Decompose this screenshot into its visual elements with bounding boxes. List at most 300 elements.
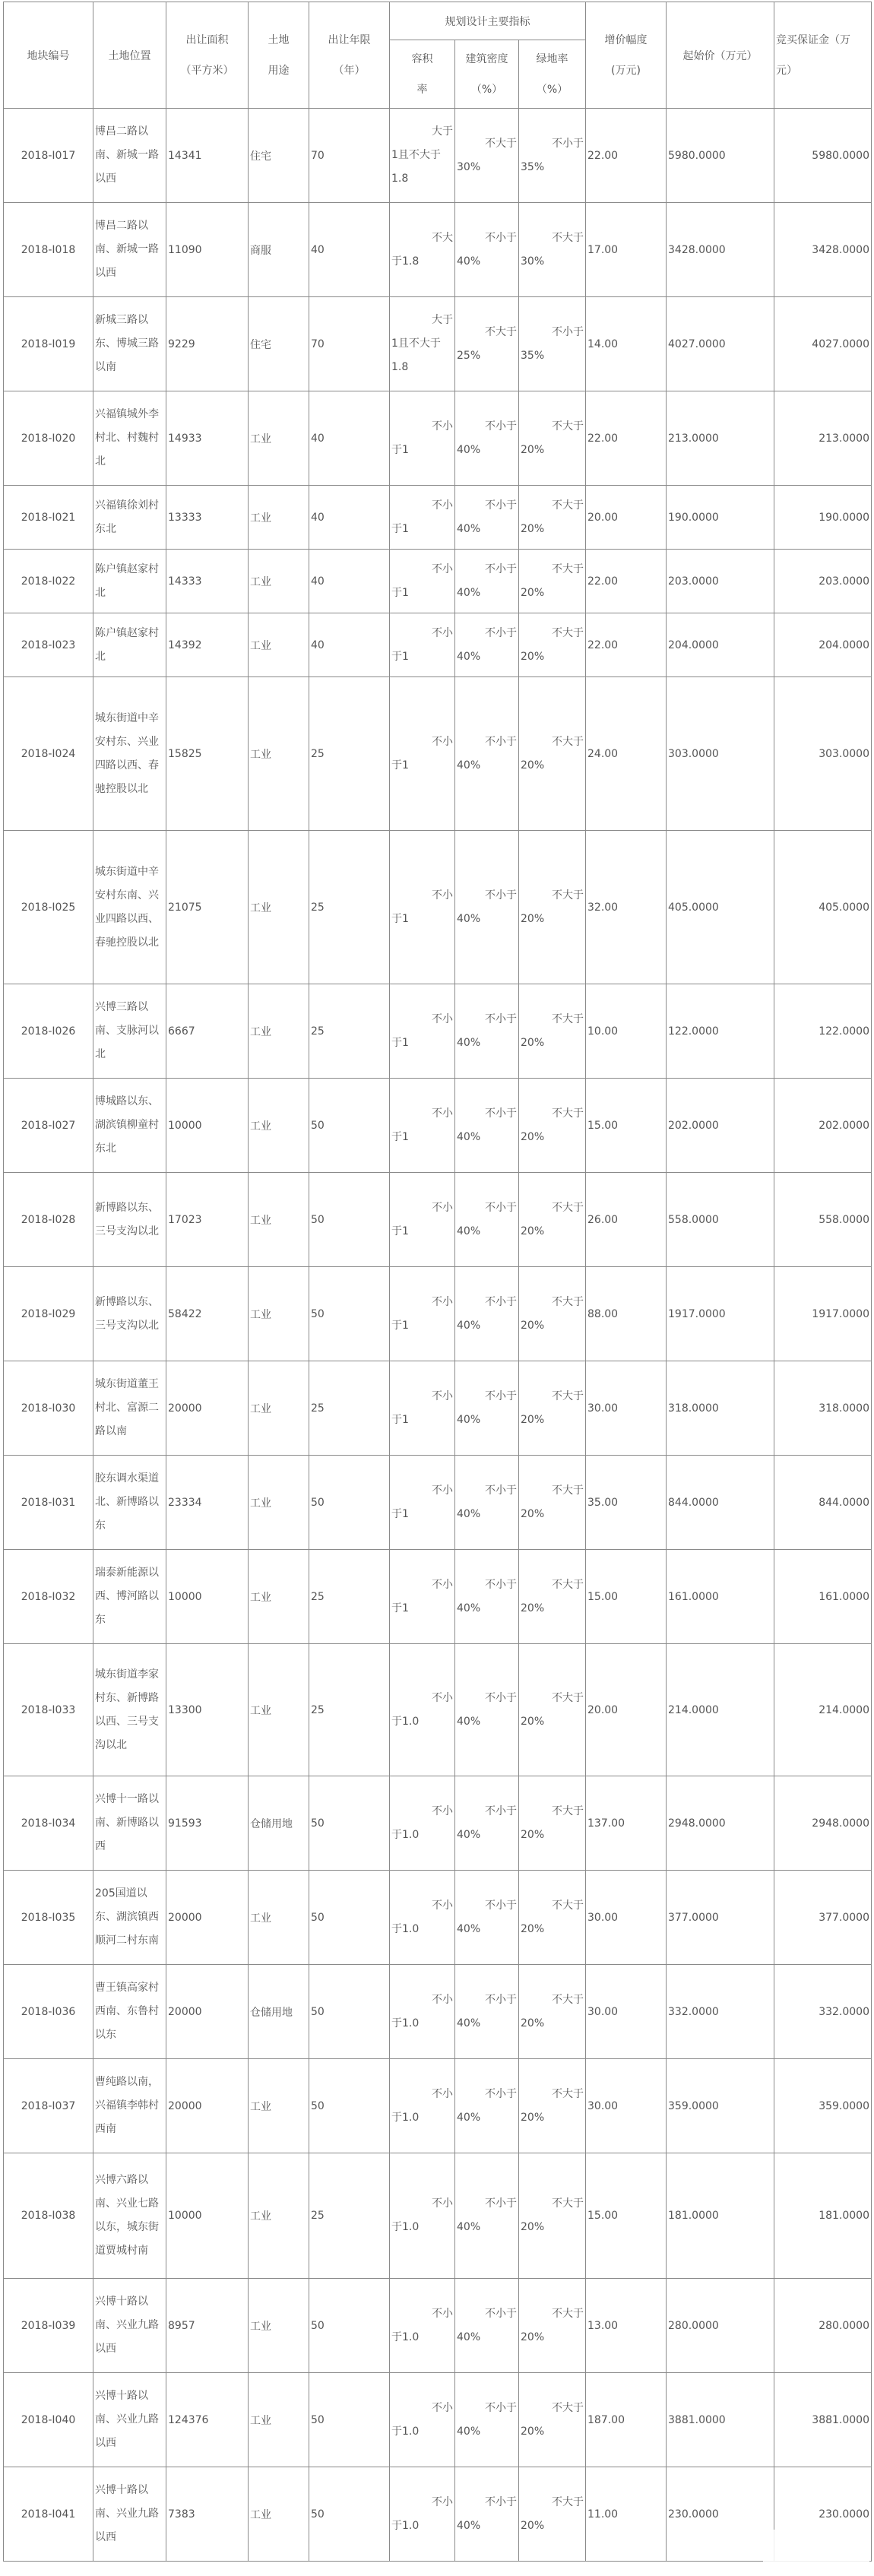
density-text-b: 40% bbox=[457, 522, 481, 535]
cell-location bbox=[93, 2279, 166, 2373]
far-text-a: 不小 bbox=[432, 2307, 453, 2320]
cell-start-price: 204.0000 bbox=[667, 613, 774, 677]
cell-green bbox=[519, 1965, 586, 2059]
far-text-b: 1且不大于1.8 bbox=[391, 337, 441, 373]
header-start-price: 起始价（万元） bbox=[667, 2, 774, 109]
cell-density bbox=[455, 613, 519, 677]
location-text: 胶东调水渠道北、新博路以东 bbox=[95, 1472, 159, 1532]
cell-density bbox=[455, 1871, 519, 1965]
cell-density bbox=[455, 984, 519, 1079]
location-text: 瑞泰新能源以西、博河路以东 bbox=[95, 1567, 159, 1626]
cell-density bbox=[455, 1361, 519, 1456]
far-text-b: 于1.0 bbox=[391, 1828, 420, 1841]
location-text: 兴博十路以南、兴业九路以西 bbox=[95, 2484, 159, 2543]
cell-years: 25 bbox=[309, 1361, 390, 1456]
far-text-b: 于1 bbox=[391, 1319, 409, 1332]
green-text-a: 不小于 bbox=[552, 137, 584, 150]
far-text-b: 于1.0 bbox=[391, 2330, 420, 2343]
location-text: 兴福镇城外李村北、村魏村北 bbox=[95, 408, 159, 467]
cell-area: 9229 bbox=[166, 297, 249, 391]
cell-density bbox=[455, 831, 519, 984]
header-location: 土地位置 bbox=[93, 2, 166, 109]
cell-green bbox=[519, 391, 586, 486]
cell-code: 2018-I018 bbox=[4, 203, 93, 297]
cell-density bbox=[455, 2467, 519, 2562]
green-text-b: 35% bbox=[521, 160, 545, 173]
green-text-a: 不大于 bbox=[552, 1899, 584, 1912]
cell-code: 2018-I019 bbox=[4, 297, 93, 391]
green-text-b: 20% bbox=[521, 1602, 545, 1614]
green-text-b: 20% bbox=[521, 522, 545, 535]
green-text-b: 20% bbox=[521, 1036, 545, 1049]
density-text-a: 不小于 bbox=[485, 1295, 517, 1308]
cell-far bbox=[390, 613, 455, 677]
cell-green bbox=[519, 831, 586, 984]
cell-green bbox=[519, 2153, 586, 2279]
green-text-a: 不大于 bbox=[552, 1993, 584, 2006]
header-deposit-line1: 竞买保证金（万 bbox=[776, 33, 850, 46]
cell-green bbox=[519, 1644, 586, 1776]
green-text-b: 20% bbox=[521, 2425, 545, 2438]
cell-area: 21075 bbox=[166, 831, 249, 984]
cell-code: 2018-I027 bbox=[4, 1079, 93, 1173]
green-text-a: 不大于 bbox=[552, 1012, 584, 1025]
cell-use: 住宅 bbox=[249, 109, 309, 203]
cell-years: 50 bbox=[309, 1965, 390, 2059]
density-text-b: 40% bbox=[457, 1715, 481, 1728]
green-text-a: 不大于 bbox=[552, 1107, 584, 1120]
cell-density bbox=[455, 1550, 519, 1644]
far-text-a: 不小 bbox=[432, 1295, 453, 1308]
far-text-a: 不小 bbox=[432, 1201, 453, 1214]
cell-start-price: 230.0000 bbox=[667, 2467, 774, 2562]
cell-density bbox=[455, 677, 519, 831]
cell-use: 工业 bbox=[249, 2059, 309, 2153]
cell-deposit: 161.0000 bbox=[774, 1550, 872, 1644]
cell-use: 工业 bbox=[249, 486, 309, 550]
green-text-a: 不大于 bbox=[552, 2307, 584, 2320]
table-body bbox=[4, 109, 872, 2562]
cell-area: 17023 bbox=[166, 1173, 249, 1267]
density-text-b: 40% bbox=[457, 759, 481, 772]
table-row bbox=[4, 2467, 872, 2562]
density-text-a: 不小于 bbox=[485, 562, 517, 575]
cell-years: 50 bbox=[309, 1871, 390, 1965]
far-text-b: 于1 bbox=[391, 1130, 409, 1143]
far-text-b: 于1 bbox=[391, 1602, 409, 1614]
location-text: 兴博十一路以南、新博路以西 bbox=[95, 1793, 159, 1852]
watermark-overlay bbox=[763, 2530, 869, 2566]
cell-code: 2018-I029 bbox=[4, 1267, 93, 1361]
density-text-a: 不小于 bbox=[485, 626, 517, 639]
density-text-a: 不小于 bbox=[485, 1201, 517, 1214]
green-text-a: 不大于 bbox=[552, 1804, 584, 1817]
green-text-b: 20% bbox=[521, 1225, 545, 1237]
green-text-a: 不大于 bbox=[552, 499, 584, 512]
cell-start-price: 3428.0000 bbox=[667, 203, 774, 297]
cell-location bbox=[93, 2467, 166, 2562]
cell-location bbox=[93, 677, 166, 831]
density-text-b: 30% bbox=[457, 160, 481, 173]
cell-increment: 20.00 bbox=[586, 1644, 667, 1776]
table-row bbox=[4, 1267, 872, 1361]
density-text-b: 40% bbox=[457, 1828, 481, 1841]
header-far bbox=[390, 40, 455, 109]
cell-code: 2018-I032 bbox=[4, 1550, 93, 1644]
far-text-b: 于1.0 bbox=[391, 2425, 420, 2438]
cell-location bbox=[93, 1079, 166, 1173]
density-text-b: 40% bbox=[457, 1130, 481, 1143]
far-text-a: 不小 bbox=[432, 2495, 453, 2508]
far-text-a: 不小 bbox=[432, 1899, 453, 1912]
density-text-b: 40% bbox=[457, 255, 481, 268]
cell-deposit: 2948.0000 bbox=[774, 1776, 872, 1871]
cell-green bbox=[519, 1871, 586, 1965]
cell-density bbox=[455, 486, 519, 550]
location-text: 城东街道董王村北、富源二路以南 bbox=[95, 1378, 159, 1437]
table-row bbox=[4, 1173, 872, 1267]
table-row bbox=[4, 2059, 872, 2153]
cell-density bbox=[455, 297, 519, 391]
density-text-b: 40% bbox=[457, 1507, 481, 1520]
cell-area: 14341 bbox=[166, 109, 249, 203]
cell-far bbox=[390, 1550, 455, 1644]
cell-start-price: 161.0000 bbox=[667, 1550, 774, 1644]
cell-far bbox=[390, 1776, 455, 1871]
density-text-a: 不小于 bbox=[485, 1012, 517, 1025]
location-text: 兴福镇徐刘村东北 bbox=[95, 499, 159, 535]
header-area-line1: 出让面积 bbox=[185, 33, 229, 46]
cell-green bbox=[519, 2467, 586, 2562]
cell-far bbox=[390, 486, 455, 550]
location-text: 博城路以东、湖滨镇柳童村东北 bbox=[95, 1095, 159, 1155]
far-text-b: 于1 bbox=[391, 1507, 409, 1520]
header-density-line1: 建筑密度 bbox=[465, 52, 508, 65]
cell-increment: 15.00 bbox=[586, 2153, 667, 2279]
location-text: 陈户镇赵家村北 bbox=[95, 626, 159, 663]
cell-location bbox=[93, 1550, 166, 1644]
cell-location bbox=[93, 1965, 166, 2059]
density-text-b: 25% bbox=[457, 349, 481, 362]
header-area-line2: （平方米） bbox=[180, 64, 234, 77]
cell-location bbox=[93, 984, 166, 1079]
cell-code: 2018-I017 bbox=[4, 109, 93, 203]
cell-code: 2018-I021 bbox=[4, 486, 93, 550]
cell-use: 商服 bbox=[249, 203, 309, 297]
table-row bbox=[4, 2373, 872, 2467]
density-text-b: 40% bbox=[457, 650, 481, 663]
cell-code: 2018-I031 bbox=[4, 1456, 93, 1550]
green-text-b: 20% bbox=[521, 1130, 545, 1143]
density-text-a: 不小于 bbox=[485, 1899, 517, 1912]
cell-density bbox=[455, 1267, 519, 1361]
green-text-b: 30% bbox=[521, 255, 545, 268]
far-text-a: 不小 bbox=[432, 2401, 453, 2414]
cell-use: 工业 bbox=[249, 391, 309, 486]
far-text-b: 于1.0 bbox=[391, 2017, 420, 2029]
cell-deposit: 377.0000 bbox=[774, 1871, 872, 1965]
cell-density bbox=[455, 1965, 519, 2059]
cell-far bbox=[390, 2279, 455, 2373]
green-text-a: 不大于 bbox=[552, 2401, 584, 2414]
cell-green bbox=[519, 1456, 586, 1550]
cell-use: 工业 bbox=[249, 831, 309, 984]
cell-code: 2018-I023 bbox=[4, 613, 93, 677]
cell-code: 2018-I030 bbox=[4, 1361, 93, 1456]
density-text-a: 不小于 bbox=[485, 735, 517, 748]
green-text-b: 20% bbox=[521, 2017, 545, 2029]
cell-location bbox=[93, 1361, 166, 1456]
cell-area: 14392 bbox=[166, 613, 249, 677]
cell-density bbox=[455, 2279, 519, 2373]
cell-years: 25 bbox=[309, 831, 390, 984]
cell-area: 14933 bbox=[166, 391, 249, 486]
cell-deposit: 213.0000 bbox=[774, 391, 872, 486]
far-text-b: 1且不大于1.8 bbox=[391, 149, 441, 185]
cell-deposit: 318.0000 bbox=[774, 1361, 872, 1456]
density-text-b: 40% bbox=[457, 1922, 481, 1935]
header-density bbox=[455, 40, 519, 109]
density-text-b: 40% bbox=[457, 2111, 481, 2124]
far-text-a: 不小 bbox=[432, 420, 453, 433]
cell-area: 20000 bbox=[166, 1871, 249, 1965]
green-text-b: 35% bbox=[521, 349, 545, 362]
far-text-b: 于1 bbox=[391, 522, 409, 535]
far-text-a: 大于 bbox=[432, 125, 453, 138]
cell-use: 工业 bbox=[249, 613, 309, 677]
cell-start-price: 303.0000 bbox=[667, 677, 774, 831]
cell-start-price: 1917.0000 bbox=[667, 1267, 774, 1361]
cell-far bbox=[390, 109, 455, 203]
cell-increment: 22.00 bbox=[586, 391, 667, 486]
header-use bbox=[249, 2, 309, 109]
cell-start-price: 4027.0000 bbox=[667, 297, 774, 391]
green-text-a: 不大于 bbox=[552, 1389, 584, 1402]
cell-years: 50 bbox=[309, 2373, 390, 2467]
density-text-b: 40% bbox=[457, 586, 481, 599]
far-text-b: 于1.0 bbox=[391, 1715, 420, 1728]
cell-density bbox=[455, 391, 519, 486]
cell-years: 50 bbox=[309, 1267, 390, 1361]
table-row bbox=[4, 1965, 872, 2059]
table-row bbox=[4, 1079, 872, 1173]
cell-code: 2018-I037 bbox=[4, 2059, 93, 2153]
header-deposit bbox=[774, 2, 872, 109]
cell-use: 工业 bbox=[249, 1079, 309, 1173]
green-text-a: 不大于 bbox=[552, 735, 584, 748]
cell-far bbox=[390, 1079, 455, 1173]
green-text-a: 不大于 bbox=[552, 231, 584, 244]
green-text-a: 不大于 bbox=[552, 626, 584, 639]
green-text-a: 不大于 bbox=[552, 420, 584, 433]
cell-green bbox=[519, 297, 586, 391]
location-text: 新城三路以东、博城三路以南 bbox=[95, 314, 159, 373]
cell-deposit: 844.0000 bbox=[774, 1456, 872, 1550]
cell-area: 14333 bbox=[166, 550, 249, 613]
density-text-a: 不小于 bbox=[485, 499, 517, 512]
cell-green bbox=[519, 2279, 586, 2373]
cell-deposit: 558.0000 bbox=[774, 1173, 872, 1267]
cell-area: 20000 bbox=[166, 1965, 249, 2059]
cell-years: 50 bbox=[309, 2279, 390, 2373]
cell-years: 40 bbox=[309, 391, 390, 486]
green-text-a: 不大于 bbox=[552, 562, 584, 575]
cell-start-price: 5980.0000 bbox=[667, 109, 774, 203]
cell-code: 2018-I038 bbox=[4, 2153, 93, 2279]
header-row-1 bbox=[4, 2, 872, 40]
cell-increment: 137.00 bbox=[586, 1776, 667, 1871]
green-text-b: 20% bbox=[521, 1922, 545, 1935]
cell-start-price: 558.0000 bbox=[667, 1173, 774, 1267]
cell-far bbox=[390, 831, 455, 984]
cell-code: 2018-I035 bbox=[4, 1871, 93, 1965]
cell-area: 10000 bbox=[166, 1550, 249, 1644]
cell-far bbox=[390, 2467, 455, 2562]
cell-location bbox=[93, 109, 166, 203]
header-green-line1: 绿地率 bbox=[536, 52, 568, 65]
far-text-a: 不小 bbox=[432, 626, 453, 639]
green-text-b: 20% bbox=[521, 443, 545, 456]
cell-use: 工业 bbox=[249, 550, 309, 613]
far-text-b: 于1 bbox=[391, 759, 409, 772]
cell-density bbox=[455, 2153, 519, 2279]
header-use-line1: 土地 bbox=[268, 33, 290, 46]
cell-code: 2018-I036 bbox=[4, 1965, 93, 2059]
cell-far bbox=[390, 550, 455, 613]
cell-use: 仓储用地 bbox=[249, 1965, 309, 2059]
cell-increment: 30.00 bbox=[586, 1361, 667, 1456]
cell-code: 2018-I039 bbox=[4, 2279, 93, 2373]
cell-density bbox=[455, 1644, 519, 1776]
density-text-b: 40% bbox=[457, 1036, 481, 1049]
density-text-a: 不大于 bbox=[485, 325, 517, 338]
cell-area: 8957 bbox=[166, 2279, 249, 2373]
cell-start-price: 214.0000 bbox=[667, 1644, 774, 1776]
density-text-b: 40% bbox=[457, 1602, 481, 1614]
density-text-b: 40% bbox=[457, 912, 481, 925]
cell-area: 20000 bbox=[166, 1361, 249, 1456]
cell-code: 2018-I020 bbox=[4, 391, 93, 486]
header-green-line2: （%） bbox=[536, 83, 568, 96]
density-text-a: 不小于 bbox=[485, 2087, 517, 2100]
cell-increment: 187.00 bbox=[586, 2373, 667, 2467]
cell-location bbox=[93, 550, 166, 613]
header-density-line2: （%） bbox=[470, 83, 503, 96]
cell-start-price: 332.0000 bbox=[667, 1965, 774, 2059]
density-text-b: 40% bbox=[457, 1319, 481, 1332]
cell-use: 工业 bbox=[249, 1644, 309, 1776]
cell-years: 40 bbox=[309, 550, 390, 613]
cell-area: 7383 bbox=[166, 2467, 249, 2562]
density-text-b: 40% bbox=[457, 443, 481, 456]
cell-area: 23334 bbox=[166, 1456, 249, 1550]
cell-green bbox=[519, 109, 586, 203]
cell-location bbox=[93, 613, 166, 677]
cell-years: 25 bbox=[309, 1644, 390, 1776]
header-years-line2: （年） bbox=[333, 64, 366, 77]
header-years bbox=[309, 2, 390, 109]
cell-increment: 32.00 bbox=[586, 831, 667, 984]
cell-density bbox=[455, 109, 519, 203]
cell-far bbox=[390, 2373, 455, 2467]
green-text-b: 20% bbox=[521, 912, 545, 925]
table-row bbox=[4, 391, 872, 486]
cell-years: 50 bbox=[309, 2467, 390, 2562]
green-text-a: 不大于 bbox=[552, 1295, 584, 1308]
far-text-a: 不小 bbox=[432, 1691, 453, 1704]
location-text: 陈户镇赵家村北 bbox=[95, 562, 159, 599]
cell-use: 住宅 bbox=[249, 297, 309, 391]
cell-far bbox=[390, 1173, 455, 1267]
cell-years: 50 bbox=[309, 1776, 390, 1871]
table-row bbox=[4, 2153, 872, 2279]
cell-start-price: 3881.0000 bbox=[667, 2373, 774, 2467]
cell-increment: 14.00 bbox=[586, 297, 667, 391]
cell-start-price: 280.0000 bbox=[667, 2279, 774, 2373]
table-row bbox=[4, 1550, 872, 1644]
cell-increment: 11.00 bbox=[586, 2467, 667, 2562]
table-row bbox=[4, 984, 872, 1079]
density-text-a: 不小于 bbox=[485, 231, 517, 244]
far-text-b: 于1 bbox=[391, 443, 409, 456]
cell-deposit: 5980.0000 bbox=[774, 109, 872, 203]
cell-years: 50 bbox=[309, 1456, 390, 1550]
cell-location bbox=[93, 391, 166, 486]
green-text-a: 不大于 bbox=[552, 2197, 584, 2210]
cell-use: 仓储用地 bbox=[249, 1776, 309, 1871]
cell-green bbox=[519, 2373, 586, 2467]
location-text: 博昌二路以南、新城一路以西 bbox=[95, 220, 159, 279]
far-text-a: 不小 bbox=[432, 1107, 453, 1120]
density-text-a: 不小于 bbox=[485, 1107, 517, 1120]
cell-deposit: 303.0000 bbox=[774, 677, 872, 831]
location-text: 兴博十路以南、兴业九路以西 bbox=[95, 2390, 159, 2449]
cell-increment: 15.00 bbox=[586, 1079, 667, 1173]
header-increment bbox=[586, 2, 667, 109]
far-text-a: 不小 bbox=[432, 1389, 453, 1402]
density-text-a: 不小于 bbox=[485, 2401, 517, 2414]
table-row bbox=[4, 297, 872, 391]
table-row bbox=[4, 109, 872, 203]
cell-location bbox=[93, 2153, 166, 2279]
density-text-a: 不小于 bbox=[485, 420, 517, 433]
density-text-a: 不小于 bbox=[485, 1484, 517, 1497]
green-text-b: 20% bbox=[521, 759, 545, 772]
cell-far bbox=[390, 1965, 455, 2059]
location-text: 兴博十路以南、兴业九路以西 bbox=[95, 2296, 159, 2355]
cell-green bbox=[519, 677, 586, 831]
cell-green bbox=[519, 203, 586, 297]
density-text-b: 40% bbox=[457, 2425, 481, 2438]
cell-use: 工业 bbox=[249, 2467, 309, 2562]
green-text-b: 20% bbox=[521, 1715, 545, 1728]
cell-start-price: 213.0000 bbox=[667, 391, 774, 486]
green-text-a: 不大于 bbox=[552, 1578, 584, 1591]
green-text-a: 不大于 bbox=[552, 889, 584, 901]
cell-density bbox=[455, 550, 519, 613]
cell-start-price: 377.0000 bbox=[667, 1871, 774, 1965]
cell-years: 25 bbox=[309, 1550, 390, 1644]
density-text-a: 不小于 bbox=[485, 1691, 517, 1704]
cell-start-price: 359.0000 bbox=[667, 2059, 774, 2153]
green-text-b: 20% bbox=[521, 1319, 545, 1332]
cell-start-price: 122.0000 bbox=[667, 984, 774, 1079]
green-text-a: 不大于 bbox=[552, 2495, 584, 2508]
location-text: 城东街道李家村东、新博路以西、三号支沟以北 bbox=[95, 1668, 159, 1751]
cell-start-price: 202.0000 bbox=[667, 1079, 774, 1173]
location-text: 博昌二路以南、新城一路以西 bbox=[95, 125, 159, 185]
cell-far bbox=[390, 391, 455, 486]
